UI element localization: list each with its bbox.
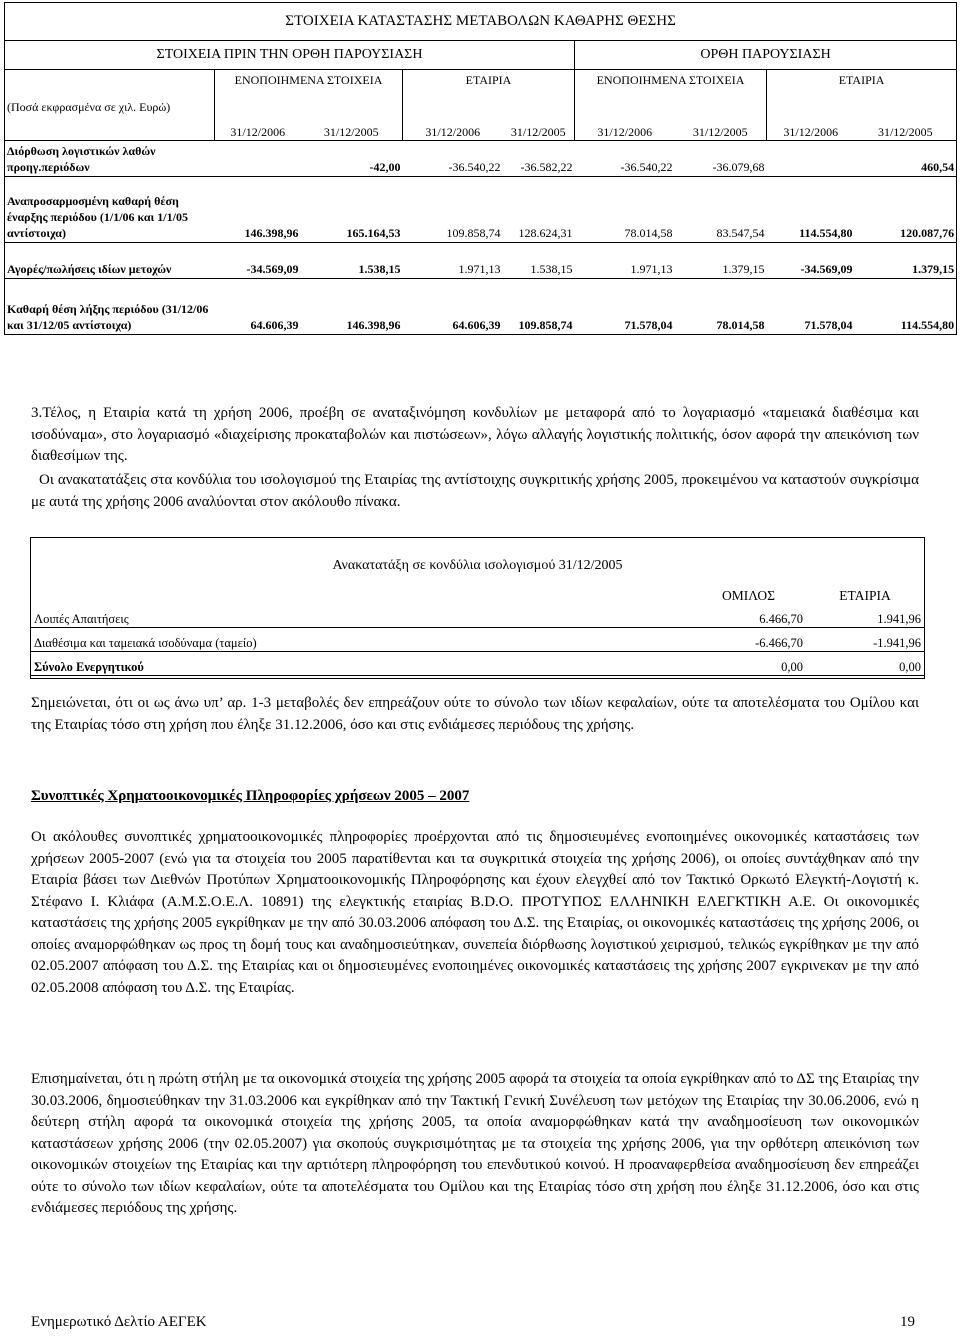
table-cell: 146.398,96 xyxy=(301,278,403,334)
date-header: 31/12/2006 xyxy=(215,118,301,141)
table-cell: 1.941,96 xyxy=(806,604,924,628)
table-cell: -36.540,22 xyxy=(575,140,675,176)
group-header-consolidated-after: ΕΝΟΠΟΙΗΜΕΝΑ ΣΤΟΙΧΕΙΑ xyxy=(575,70,767,118)
amounts-note: (Ποσά εκφρασμένα σε χιλ. Ευρώ) xyxy=(5,70,215,141)
row-label-cash: Διαθέσιμα και ταμειακά ισοδύναμα (ταμείο) xyxy=(31,628,691,652)
column-header-company: ΕΤΑΙΡΙΑ xyxy=(839,588,891,603)
group-header-company-after: ΕΤΑΙΡΙΑ xyxy=(767,70,957,118)
section-heading: Συνοπτικές Χρηματοοικονομικές Πληροφορίες χρήσεων 2005 – 2007 xyxy=(31,788,470,804)
reclassification-title: Ανακατατάξη σε κονδύλια ισολογισμού 31/12/2005 xyxy=(332,558,623,573)
date-header: 31/12/2006 xyxy=(767,118,855,141)
table-title: ΣΤΟΙΧΕΙΑ ΚΑΤΑΣΤΑΣΗΣ ΜΕΤΑΒΟΛΩΝ ΚΑΘΑΡΗΣ ΘΕΣΗΣ xyxy=(5,3,957,41)
date-header: 31/12/2005 xyxy=(323,124,379,139)
date-header: 31/12/2005 xyxy=(510,124,566,139)
table-cell: 1.538,15 xyxy=(503,242,575,278)
footer-document-name: Ενημερωτικό Δελτίο ΑΕΓΕΚ xyxy=(31,1314,207,1330)
table-cell: 114.554,80 xyxy=(767,176,855,242)
table-cell: 71.578,04 xyxy=(575,278,675,334)
section-before-correction: ΣΤΟΙΧΕΙΑ ΠΡΙΝ ΤΗΝ ΟΡΘΗ ΠΑΡΟΥΣΙΑΣΗ xyxy=(5,41,575,70)
date-header: 31/12/2006 xyxy=(403,118,503,141)
table-cell: -34.569,09 xyxy=(215,242,301,278)
table-cell: 1.379,15 xyxy=(675,242,767,278)
paragraph-note-changes: Σημειώνεται, ότι οι ως άνω υπ’ αρ. 1-3 μεταβολές δεν επηρεάζουν ούτε το σύνολο των ιδίων κεφαλαίων, ούτε τα αποτελέσματα του Ομίλου και της Εταιρίας τόσο στη χρήση που έληξε 31.12.2006, όσο και στις ενδιάμεσες περιόδους της χρήσης. xyxy=(31,695,919,733)
table-cell: 83.547,54 xyxy=(675,176,767,242)
paragraph-financial-summary: Οι ακόλουθες συνοπτικές χρηματοοικονομικές πληροφορίες προέρχονται από τις δημοσιευμένες ενοποιημένες οικονομικές καταστάσεις των χρήσεων 2005-2007 (ενώ για τα στοιχεία του 2005 παρατίθενται και τα συγκριτικά στοιχεία της χρήσης 2006), οι οποίες συντάχθηκαν από την Εταιρία βάσει των Διεθνών Προτύπων Χρηματοοικονομικής Πληροφόρησης και έχουν ελεγχθεί από τον Τακτικό Ορκωτό Ελεγκτή-Λογιστή κ. Στέφανο Ι. Κλιάφα (Α.Μ.Σ.Ο.Ε.Λ. 10891) της ελεγκτικής εταιρίας B.D.O. ΠΡΟΤΥΠΟΣ ΕΛΛΗΝΙΚΗ ΕΛΕΓΚΤΙΚΗ Α.Ε. Οι οικονομικές καταστάσεις της χρήσης 2005 εγκρίθηκαν με την από 30.03.2006 απόφαση του Δ.Σ. της Εταιρίας, οι οικονομικές καταστάσεις της χρήσης 2006, οι οποίες αναμορφώθηκαν ως προς τη δομή τους και αναδημοσιεύτηκαν, συνεπεία διόρθωσης λογιστικού χειρισμού, τελικώς εγκρίθηκαν με την από 02.05.2007 απόφαση του Δ.Σ. της Εταιρίας και οι δημοσιευμένες ενοποιημένες οικονομικές καταστάσεις της χρήσης 2007 εγκρινεκαν με την από 02.05.2008 απόφαση του Δ.Σ. της Εταιρίας. xyxy=(31,829,919,996)
group-header-consolidated-before: ΕΝΟΠΟΙΗΜΕΝΑ ΣΤΟΙΧΕΙΑ xyxy=(215,70,403,118)
row-label-total-assets: Σύνολο Ενεργητικού xyxy=(31,652,691,676)
group-header-company-before: ΕΤΑΙΡΙΑ xyxy=(403,70,575,118)
table-cell: 460,54 xyxy=(855,140,957,176)
date-header: 31/12/2005 xyxy=(692,124,748,139)
table-cell: 1.971,13 xyxy=(403,242,503,278)
net-position-changes-table xyxy=(4,2,957,335)
row-label-error-correction: Διόρθωση λογιστικών λαθών προηγ.περιόδων xyxy=(5,140,215,176)
table-cell: 120.087,76 xyxy=(855,176,957,242)
section-correct-presentation: ΟΡΘΗ ΠΑΡΟΥΣΙΑΣΗ xyxy=(575,41,957,70)
table-cell: 146.398,96 xyxy=(215,176,301,242)
table-cell: 114.554,80 xyxy=(855,278,957,334)
table-cell: 78.014,58 xyxy=(575,176,675,242)
table-cell: 64.606,39 xyxy=(403,278,503,334)
table-cell: 78.014,58 xyxy=(675,278,767,334)
reclassification-table xyxy=(31,538,924,676)
table-cell: -1.941,96 xyxy=(806,628,924,652)
table-cell: 6.466,70 xyxy=(691,604,806,628)
table-cell: 109.858,74 xyxy=(403,176,503,242)
table-cell: -36.540,22 xyxy=(403,140,503,176)
table-cell: -34.569,09 xyxy=(767,242,855,278)
date-header: 31/12/2006 xyxy=(575,118,675,141)
row-label-treasury-shares: Αγορές/πωλήσεις ιδίων μετοχών xyxy=(5,242,215,278)
paragraph-reclassification: 3.Τέλος, η Εταιρία κατά τη χρήση 2006, προέβη σε αναταξινόμηση κονδυλίων με μεταφορά από το λογαριασμό «ταμειακά διαθέσιμα και ισοδύναμα», στο λογαριασμό «διαχείρισης προκαταβολών και πιστώσεων», λόγω αλλαγής λογιστικής πολιτικής, όσον αφορά την απεικόνιση των διαθεσίμων της. xyxy=(31,405,919,464)
table-cell: 71.578,04 xyxy=(767,278,855,334)
paragraph-comparatives: Οι ανακατατάξεις στα κονδύλια του ισολογισμού της Εταιρίας της αντίστοιχης συγκριτικής χρήσης 2005, προκειμένου να καταστούν συγκρίσιμα με αυτά της χρήσης 2006 αναλύονται στον ακόλουθο πίνακα. xyxy=(31,472,919,510)
table-cell: 1.971,13 xyxy=(575,242,675,278)
table-cell: 1.379,15 xyxy=(855,242,957,278)
table-cell: 1.538,15 xyxy=(301,242,403,278)
table-cell: 109.858,74 xyxy=(503,278,575,334)
table-cell: -6.466,70 xyxy=(691,628,806,652)
table-cell: 64.606,39 xyxy=(215,278,301,334)
row-label-closing-equity: Καθαρή θέση λήξης περιόδου (31/12/06 και 31/12/05 αντίστοιχα) xyxy=(5,278,215,334)
paragraph-column-explanation: Επισημαίνεται, ότι η πρώτη στήλη με τα οικονομικά στοιχεία της χρήσης 2005 αφορά τα στοιχεία τα οποία εγκρίθηκαν από το ΔΣ της Εταιρίας την 30.03.2006, δημοσιεύθηκαν την 31.03.2006 και εγκρίθηκαν από την Τακτική Γενική Συνέλευση των μετόχων της Εταιρίας την 30.06.2006, ενώ η δεύτερη στήλη αφορά τα οικονομικά στοιχεία της χρήσης 2005, τα οποία αναμορφώθηκαν κατά την αναδημοσίευση των οικονομικών καταστάσεων χρήσης 2006 (την 02.05.2007) για σκοπούς συγκρισιμότητας με τα στοιχεία της χρήσης 2006, για την ορθότερη απεικόνιση των οικονομικών στοιχείων της Εταιρίας και την αρτιότερη πληροφόρηση του επενδυτικού κοινού. Η προαναφερθείσα αναδημοσίευση δεν επηρεάζει ούτε το σύνολο των ιδίων κεφαλαίων, ούτε τα αποτελέσματα του Ομίλου και της Εταιρίας τόσο στη χρήση που έληξε 31.12.2006, όσο και στις ενδιάμεσες περιόδους της χρήσης. xyxy=(31,1071,919,1216)
column-header-group: ΟΜΙΛΟΣ xyxy=(721,588,776,603)
reclassification-table-frame xyxy=(30,537,925,679)
table-cell: -36.079,68 xyxy=(675,140,767,176)
table-cell: 0,00 xyxy=(691,652,806,676)
table-cell: 0,00 xyxy=(806,652,924,676)
footer-page-number: 19 xyxy=(900,1314,915,1330)
table-cell: 128.624,31 xyxy=(503,176,575,242)
table-cell: -36.582,22 xyxy=(503,140,575,176)
table-cell xyxy=(767,140,855,176)
table-cell: -42,00 xyxy=(301,140,403,176)
table-cell: 165.164,53 xyxy=(301,176,403,242)
date-header: 31/12/2005 xyxy=(855,118,957,141)
row-label-restated-opening-equity: Αναπροσαρμοσμένη καθαρή θέση έναρξης περιόδου (1/1/06 και 1/1/05 αντίστοιχα) xyxy=(5,176,215,242)
row-label-other-receivables: Λοιπές Απαιτήσεις xyxy=(31,604,691,628)
table-cell xyxy=(215,140,301,176)
